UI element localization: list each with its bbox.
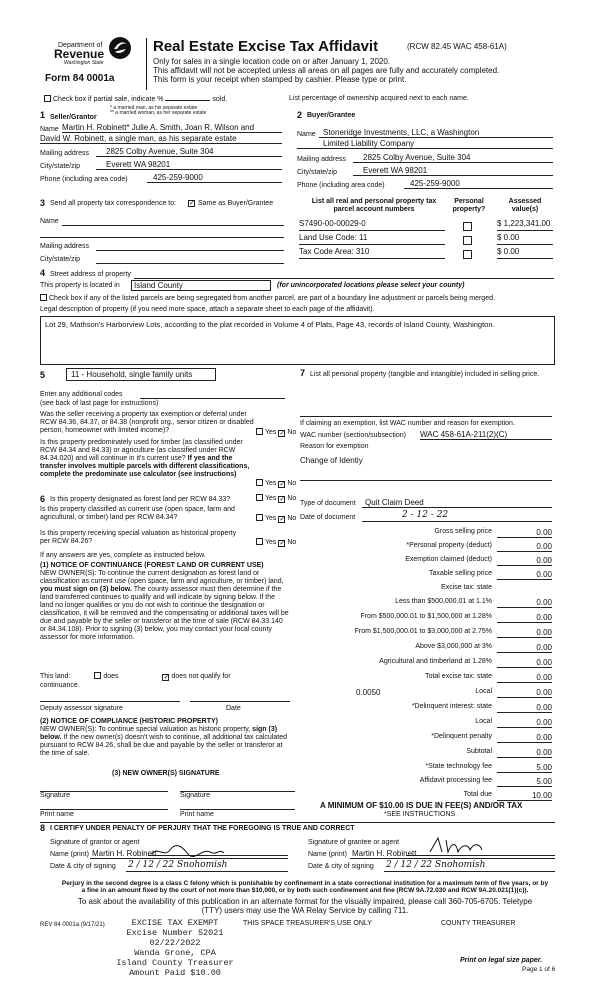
additional-codes-field[interactable] xyxy=(140,398,285,399)
timber-answer xyxy=(256,479,296,488)
tax-row-label: Total excise tax: state xyxy=(425,673,492,680)
stamp-line: Amount Paid $10.00 xyxy=(129,968,221,978)
tax-row-value[interactable]: 0.00 xyxy=(497,570,552,580)
corr-name-label: Name xyxy=(40,218,59,225)
parcel-row xyxy=(297,247,555,260)
notice-continuance-text-2: The county assessor must then determine if the land transferred continues to qualify and will indicate by signing below. If the land no longer qualifies or you do not wish to continue the designation or classification, it will be removed and the compensating or additional taxes will be due and payable by the seller or transferor at the time of sale (RCW 84.33.140 or 84.34.108). Prior to signing (3) below, you may contact your local county assessor for more information. xyxy=(40,586,289,642)
tax-row xyxy=(300,528,552,539)
seller-phone-value: 425-259-9000 xyxy=(153,173,203,182)
seller-name-label: Name xyxy=(40,126,59,133)
see-instructions: *SEE INSTRUCTIONS xyxy=(384,811,456,818)
current-use-question: Is this property classified as current use (open space, farm and agricultural, or timber) land per RCW 84.34? xyxy=(40,506,235,522)
personal-col-header: Personal property? xyxy=(452,198,486,214)
exemption-claim-text: If claiming an exemption, list WAC number and reason for exemption. xyxy=(300,420,515,427)
continuance-label: continuance. xyxy=(40,682,80,689)
exemption-yes-checkbox[interactable] xyxy=(256,428,263,435)
yes-label: Yes xyxy=(265,480,277,487)
timber-yes-checkbox[interactable] xyxy=(256,479,263,486)
doc-date-label: Date of document xyxy=(300,514,356,521)
revenue-logo-icon xyxy=(108,36,132,60)
notice-continuance-body xyxy=(40,570,290,642)
street-address-label: Street address of property xyxy=(50,271,131,278)
notice-continuance-text-1: NEW OWNER(S): To continue the current designation as forest land or classification as current use (open space, farm and agriculture, or timber) land, xyxy=(40,570,284,586)
revision-number: REV 84 0001a (9/17/21) xyxy=(40,922,105,928)
doc-date-field[interactable]: 2 - 12 - 22 xyxy=(362,510,552,522)
section-2-number: 2 xyxy=(297,110,303,120)
tax-row xyxy=(300,584,552,595)
buyer-name-label: Name xyxy=(297,131,316,138)
assessed-value[interactable]: $ 0.00 xyxy=(497,247,553,259)
legal-description-label: Legal description of property (if you need more space, attach a separate sheet to each page of the affidavit). xyxy=(40,306,375,313)
buyer-name-line-1: Stoneridge Investments, LLC, a Washington xyxy=(323,128,480,137)
section-8-rule xyxy=(40,822,555,823)
seller-name-line-1: Martin H. Robinett* Julie A. Smith, Joan R. Wilson and xyxy=(62,123,255,132)
tax-row-label: Excise tax: state xyxy=(441,584,492,591)
perjury-notice-1: Perjury in the second degree is a class C felony which is punishable by confinement in a state correctional institution for a maximum term of five years, or by xyxy=(61,880,549,887)
tax-row-value[interactable]: 0.00 xyxy=(497,658,552,668)
header-line-1: Only for sales in a single location code on or after January 1, 2020. xyxy=(153,57,391,66)
percent-instructions: List percentage of ownership acquired next to each name. xyxy=(289,95,469,102)
tax-row-label: Agricultural and timberland at 1.28% xyxy=(379,658,492,665)
tax-row xyxy=(300,763,552,774)
perjury-notice-2: a fine in an amount fixed by the court of not more than $10,000, or by both such confinement and fine (RCW 9A.72.030 and RCW 9A.20.021(1)(c)). xyxy=(81,887,529,894)
seller-heading: Seller/Grantor xyxy=(50,114,97,121)
tax-row-value[interactable]: 0.00 xyxy=(497,733,552,743)
tax-row-value[interactable]: 0.00 xyxy=(497,748,552,758)
tax-row-label: Taxable selling price xyxy=(428,570,492,577)
tax-row-label: Local xyxy=(475,718,492,725)
buyer-city-label: City/state/zip xyxy=(297,169,338,176)
buyer-city-field[interactable] xyxy=(353,166,553,176)
tax-row xyxy=(300,748,552,759)
tax-row-value[interactable]: 0.00 xyxy=(497,528,552,538)
tax-row-value[interactable]: 0.00 xyxy=(497,613,552,623)
personal-property-checkbox[interactable] xyxy=(463,250,472,259)
legal-description-value: Lot 29, Mathson's Harborview Lots, according to the plat recorded in Volume 4 of Plats, Page 43, records of Island County, Washington. xyxy=(45,320,495,329)
located-in-label: This property is located in xyxy=(40,282,120,289)
page-number: Page 1 of 6 xyxy=(522,966,556,973)
if-yes-note: If any answers are yes, complete as instructed below. xyxy=(40,552,206,559)
tax-row xyxy=(300,688,552,699)
buyer-mailing-field[interactable] xyxy=(353,153,553,163)
tax-row xyxy=(300,556,552,567)
seller-mailing-value: 2825 Colby Avenue, Suite 304 xyxy=(106,147,214,156)
tax-row-label: Exemption claimed (deduct) xyxy=(405,556,492,563)
grantee-sig-label: Signature of grantee or agent xyxy=(308,839,400,846)
corr-city-field[interactable] xyxy=(96,263,284,264)
doc-type-label: Type of document xyxy=(300,500,356,507)
grantor-sig-label: Signature of grantor or agent xyxy=(50,839,140,846)
timber-question xyxy=(40,439,255,479)
exemption-answer xyxy=(256,428,296,437)
seller-name-field[interactable] xyxy=(62,123,282,133)
reason-label: Reason for exemption xyxy=(300,443,369,450)
stamp-line: Excise Number 52021 xyxy=(126,928,224,938)
excise-stamp xyxy=(110,918,240,978)
current-use-yes-checkbox[interactable] xyxy=(256,514,263,521)
tax-row-value[interactable]: 0.00 xyxy=(497,542,552,552)
header-line-3: This form is your receipt when stamped by cashier. Please type or print. xyxy=(153,75,407,84)
does-label: does xyxy=(103,673,119,680)
certify-statement: I CERTIFY UNDER PENALTY OF PERJURY THAT THE FOREGOING IS TRUE AND CORRECT xyxy=(50,825,355,832)
section-5-number: 5 xyxy=(40,370,46,380)
tax-row-value[interactable]: 5.00 xyxy=(497,777,552,787)
seller-city-value: Everett WA 98201 xyxy=(106,160,171,169)
tax-row-value[interactable]: 0.00 xyxy=(497,673,552,683)
grantee-date-field[interactable]: 2 / 12 / 22 Snohomish xyxy=(384,860,555,872)
timber-question-bold: If yes and the transfer involves multiple parcels with different classifications, complete the predominate use calculator (see instructions) xyxy=(40,455,250,479)
corr-mailing-field[interactable] xyxy=(96,250,284,251)
grantee-name-label: Name (print) xyxy=(308,851,347,858)
yes-label: Yes xyxy=(265,515,277,522)
tax-row-label: From $1,500,000.01 to $3,000,000 at 2.75% xyxy=(354,628,492,635)
personal-property-checkbox[interactable] xyxy=(463,236,472,245)
notice-continuance xyxy=(40,562,295,642)
partial-sold: sold. xyxy=(212,96,228,103)
seller-note-1: * a married man, as his separate estate xyxy=(110,105,198,111)
seller-mailing-field[interactable] xyxy=(96,147,282,157)
partial-sale-percent[interactable] xyxy=(165,100,210,101)
no-label: No xyxy=(287,539,297,546)
tax-row-value[interactable]: 0.00 xyxy=(497,718,552,728)
buyer-phone-field[interactable] xyxy=(404,179,553,189)
buyer-city-value: Everett WA 98201 xyxy=(363,166,428,175)
segregation-checkbox[interactable] xyxy=(40,294,47,301)
assessed-value[interactable]: $ 1,223,341.00 xyxy=(497,219,553,231)
tax-row-label: From $500,000.01 to $1,500,000 at 1.28% xyxy=(360,613,492,620)
wac-label: WAC number (section/subsection) xyxy=(300,432,406,439)
seller-phone-field[interactable] xyxy=(147,173,282,183)
tax-row xyxy=(300,673,552,684)
tax-row xyxy=(300,777,552,788)
corr-name-field[interactable] xyxy=(62,225,284,226)
notice-compliance-bold: sign (3) below. xyxy=(40,726,278,742)
new-owner-print-2-field[interactable] xyxy=(180,809,295,810)
tax-row-value[interactable]: 0.00 xyxy=(497,703,552,713)
tax-row-label: Less than $500,000.01 at 1.1% xyxy=(395,598,492,605)
deputy-date-label: Date xyxy=(226,705,241,712)
notice-compliance xyxy=(40,718,295,758)
buyer-name-line-2: Limited Liability Company xyxy=(323,139,415,148)
tax-row-label: Above $3,000,000 at 3% xyxy=(415,643,492,650)
header-divider xyxy=(146,38,147,90)
partial-sale-label: Check box if partial sale, indicate % xyxy=(53,96,164,103)
forest-answer xyxy=(256,494,296,503)
tax-row xyxy=(300,643,552,654)
current-use-answer xyxy=(256,514,296,523)
form-title: Real Estate Excise Tax Affidavit xyxy=(153,38,379,55)
parcel-number[interactable]: Tax Code Area: 310 xyxy=(299,247,445,259)
seller-city-label: City/state/zip xyxy=(40,163,81,170)
tax-row-value[interactable]: 5.00 xyxy=(497,763,552,773)
local-rate: 0.0050 xyxy=(356,688,381,697)
historic-answer xyxy=(256,538,296,547)
tax-row-value[interactable]: 0.00 xyxy=(497,688,552,698)
same-as-buyer-label: Same as Buyer/Grantee xyxy=(198,200,274,207)
tax-row xyxy=(300,733,552,744)
this-land-row xyxy=(40,672,231,681)
tax-row-label: Affidavit processing fee xyxy=(419,777,492,784)
buyer-phone-value: 425-259-9000 xyxy=(410,179,460,188)
notice-compliance-text-1: NEW OWNER(S): To continue special valuation as historic property, xyxy=(40,726,251,734)
exemption-no-checkbox[interactable]: ✓ xyxy=(279,430,286,437)
treasurer-use-only: THIS SPACE TREASURER'S USE ONLY xyxy=(243,920,372,927)
yes-label: Yes xyxy=(265,495,277,502)
parcel-row xyxy=(297,219,555,232)
section-3-number: 3 xyxy=(40,198,46,208)
alt-format-2: (TTY) users may use the WA Relay Service by calling 711. xyxy=(201,906,409,915)
yes-label: Yes xyxy=(265,539,277,546)
reason-field[interactable]: Change of Identiy xyxy=(300,456,363,465)
tax-row-label: Total due xyxy=(463,791,492,798)
assessed-value[interactable]: $ 0.00 xyxy=(497,233,553,245)
land-use-code-select[interactable]: 11 - Household, single family units xyxy=(66,368,216,381)
no-label: No xyxy=(287,515,297,522)
alt-format-1: To ask about the availability of this publication in an alternate format for the visually impaired, please call 360-705-6705. Teletype xyxy=(77,897,533,906)
new-owner-signature-title: (3) NEW OWNER(S) SIGNATURE xyxy=(112,770,220,777)
parcel-number[interactable]: S7490-00-00029-0 xyxy=(299,219,445,231)
seller-name-line-2: David W. Robinett, a single man, as his separate estate xyxy=(40,134,237,143)
tax-row xyxy=(300,570,552,581)
print-name-label-2: Print name xyxy=(180,811,214,818)
stamp-line: Island County Treasurer xyxy=(116,958,234,968)
buyer-mailing-value: 2825 Colby Avenue, Suite 304 xyxy=(363,153,471,162)
minimum-due: A MINIMUM OF $10.00 IS DUE IN FEE(S) AND/OR TAX xyxy=(320,801,523,810)
buyer-name-field-2[interactable] xyxy=(297,139,553,149)
historic-no-checkbox[interactable]: ✓ xyxy=(279,540,286,547)
grantor-date-label: Date & city of signing xyxy=(50,863,116,870)
land-does-checkbox[interactable] xyxy=(94,672,101,679)
land-does-not-checkbox[interactable]: ✓ xyxy=(163,674,170,681)
personal-property-checkbox[interactable] xyxy=(463,222,472,231)
tax-row xyxy=(300,542,552,553)
tax-row xyxy=(300,613,552,624)
partial-sale-row xyxy=(44,95,227,104)
county-treasurer: COUNTY TREASURER xyxy=(441,920,516,927)
notice-compliance-title: (2) NOTICE OF COMPLIANCE (HISTORIC PROPERTY) xyxy=(40,718,218,725)
print-name-label-1: Print name xyxy=(40,811,74,818)
tax-row-value[interactable]: 0.00 xyxy=(497,556,552,566)
grantee-date-label: Date & city of signing xyxy=(308,863,374,870)
reason-field-2[interactable] xyxy=(300,480,552,481)
segregation-row xyxy=(40,294,495,303)
parcel-col-header: List all real and personal property tax parcel account numbers xyxy=(311,198,437,214)
buyer-mailing-label: Mailing address xyxy=(297,156,347,163)
signature-label-2: Signature xyxy=(180,792,210,799)
personal-property-field[interactable] xyxy=(300,416,552,417)
corr-name-field-2[interactable] xyxy=(40,237,284,238)
tax-row xyxy=(300,658,552,669)
notice-compliance-text-2: If the new owner(s) doesn't wish to continue, all additional tax calculated pursuant to RCW 84.26, shall be due and payable by the seller or transferor at the time of sale. xyxy=(40,734,288,758)
forest-question: Is this property designated as forest land per RCW 84.33? xyxy=(50,496,231,503)
signature-label-1: Signature xyxy=(40,792,70,799)
deputy-assessor-date-field[interactable] xyxy=(190,701,290,702)
grantor-name-field[interactable]: Martin H. Robinett xyxy=(90,849,288,859)
section-6-number: 6 xyxy=(40,494,46,504)
grantee-name-field[interactable]: Martin H. Robinett xyxy=(350,849,555,859)
forest-yes-checkbox[interactable] xyxy=(256,494,263,501)
buyer-heading: Buyer/Grantee xyxy=(307,112,356,119)
seller-note-2: ** a married woman, as her separate estate xyxy=(110,110,207,116)
timber-no-checkbox[interactable]: ✓ xyxy=(279,481,286,488)
section-4-number: 4 xyxy=(40,268,46,278)
section-8 xyxy=(40,822,555,884)
legal-paper-note: Print on legal size paper. xyxy=(460,957,543,964)
new-owner-print-1-field[interactable] xyxy=(40,809,168,810)
tax-row-value[interactable]: 0.00 xyxy=(497,628,552,638)
notice-continuance-bold: you must sign on (3) below. xyxy=(40,586,132,594)
deputy-assessor-signature-field[interactable] xyxy=(40,701,180,702)
tax-row-label: *Delinquent penalty xyxy=(431,733,492,740)
tax-row-label: Local xyxy=(475,688,492,695)
notice-continuance-title: (1) NOTICE OF CONTINUANCE (FOREST LAND OR CURRENT USE) xyxy=(40,562,264,569)
form-rcw: (RCW 82.45 WAC 458-61A) xyxy=(407,42,507,51)
exemption-question: Was the seller receiving a property tax exemption or deferral under RCW 84.36, 84.37, or 84.38 (nonprofit org., senior citizen or disabled person, homeowner with limited income)? xyxy=(40,411,254,435)
tax-row xyxy=(300,598,552,609)
deputy-assessor-label: Deputy assessor signature xyxy=(40,705,123,712)
doc-type-field[interactable]: Quit Claim Deed xyxy=(362,498,552,508)
current-use-no-checkbox[interactable]: ✓ xyxy=(279,516,286,523)
tax-row-label: *Delinquent interest: state xyxy=(411,703,492,710)
no-label: No xyxy=(287,495,297,502)
forest-no-checkbox[interactable]: ✓ xyxy=(279,496,286,503)
buyer-phone-label: Phone (including area code) xyxy=(297,182,385,189)
historic-yes-checkbox[interactable] xyxy=(256,538,263,545)
section-1-number: 1 xyxy=(40,110,46,120)
seller-phone-label: Phone (including area code) xyxy=(40,176,128,183)
same-as-buyer-checkbox[interactable]: ✓ xyxy=(189,200,195,207)
stamp-line: Wanda Grone, CPA xyxy=(134,948,216,958)
grantor-date-field[interactable]: 2 / 12 / 22 Snohomish xyxy=(126,860,288,872)
tax-row-label: Subtotal xyxy=(466,748,492,755)
this-land-label: This land: xyxy=(40,673,71,680)
historic-question: Is this property receiving special valuation as historical property per RCW 84.26? xyxy=(40,530,237,546)
tax-row-value[interactable]: 10.00 xyxy=(497,791,552,801)
seller-city-field[interactable] xyxy=(96,160,282,170)
timber-question-text: Is this property predominately used for timber (as classified under RCW 84.34 and 84.33) or agriculture (as classified under RCW 84.34.020) and will continue in it's current use? xyxy=(40,439,243,463)
tax-row-label: *Personal property (deduct) xyxy=(406,542,492,549)
tax-row-value[interactable]: 0.00 xyxy=(497,643,552,653)
section-3-text: Send all property tax correspondence to: xyxy=(50,200,177,207)
street-address-field[interactable] xyxy=(134,278,554,279)
stamp-line: 02/22/2022 xyxy=(149,938,201,948)
dept-of: Department of xyxy=(58,42,103,49)
no-label: No xyxy=(287,480,297,487)
seller-name-field-2[interactable] xyxy=(40,134,282,144)
section-7-number: 7 xyxy=(300,368,306,378)
corr-city-label: City/state/zip xyxy=(40,256,81,263)
yes-label: Yes xyxy=(265,429,277,436)
legal-description-box[interactable] xyxy=(40,316,555,365)
section-8-number: 8 xyxy=(40,823,46,833)
parcel-row xyxy=(297,233,555,246)
does-not-label: does not qualify for xyxy=(171,673,231,680)
tax-row xyxy=(300,628,552,639)
form-number: Form 84 0001a xyxy=(45,73,115,84)
wac-number-field[interactable]: WAC 458-61A-211(2)(C) xyxy=(420,430,552,440)
county-select[interactable]: Island County xyxy=(131,280,271,291)
unincorporated-note: (for unincorporated locations please select your county) xyxy=(277,282,465,289)
no-label: No xyxy=(287,429,297,436)
parcel-number[interactable]: Land Use Code: 11 xyxy=(299,233,445,245)
seller-mailing-label: Mailing address xyxy=(40,150,90,157)
notice-compliance-body xyxy=(40,726,290,758)
tax-row xyxy=(300,703,552,714)
corr-mailing-label: Mailing address xyxy=(40,243,90,250)
segregation-label: Check box if any of the listed parcels are being segregated from another parcel, are part of a boundary line adjustment or parcels being merged. xyxy=(49,295,495,302)
personal-property-text: List all personal property (tangible and intangible) included in selling price. xyxy=(310,371,540,378)
tax-row-label: Gross selling price xyxy=(434,528,492,535)
partial-sale-checkbox[interactable] xyxy=(44,95,51,102)
state-text: Washington State xyxy=(64,60,104,66)
stamp-line: EXCISE TAX EXEMPT xyxy=(131,918,219,928)
tax-row-label: *State technology fee xyxy=(425,763,492,770)
header-line-2: This affidavit will not be accepted unless all areas on all pages are fully and accurately completed. xyxy=(153,66,500,75)
value-col-header: Assessed value(s) xyxy=(508,198,542,214)
additional-codes-label: Enter any additional codes xyxy=(40,391,123,398)
tax-row xyxy=(300,718,552,729)
buyer-name-field[interactable] xyxy=(319,128,553,138)
see-back-label: (see back of last page for instructions) xyxy=(40,400,159,407)
tax-row-value[interactable]: 0.00 xyxy=(497,598,552,608)
grantor-name-label: Name (print) xyxy=(50,851,89,858)
revenue-text: Revenue xyxy=(54,47,105,61)
